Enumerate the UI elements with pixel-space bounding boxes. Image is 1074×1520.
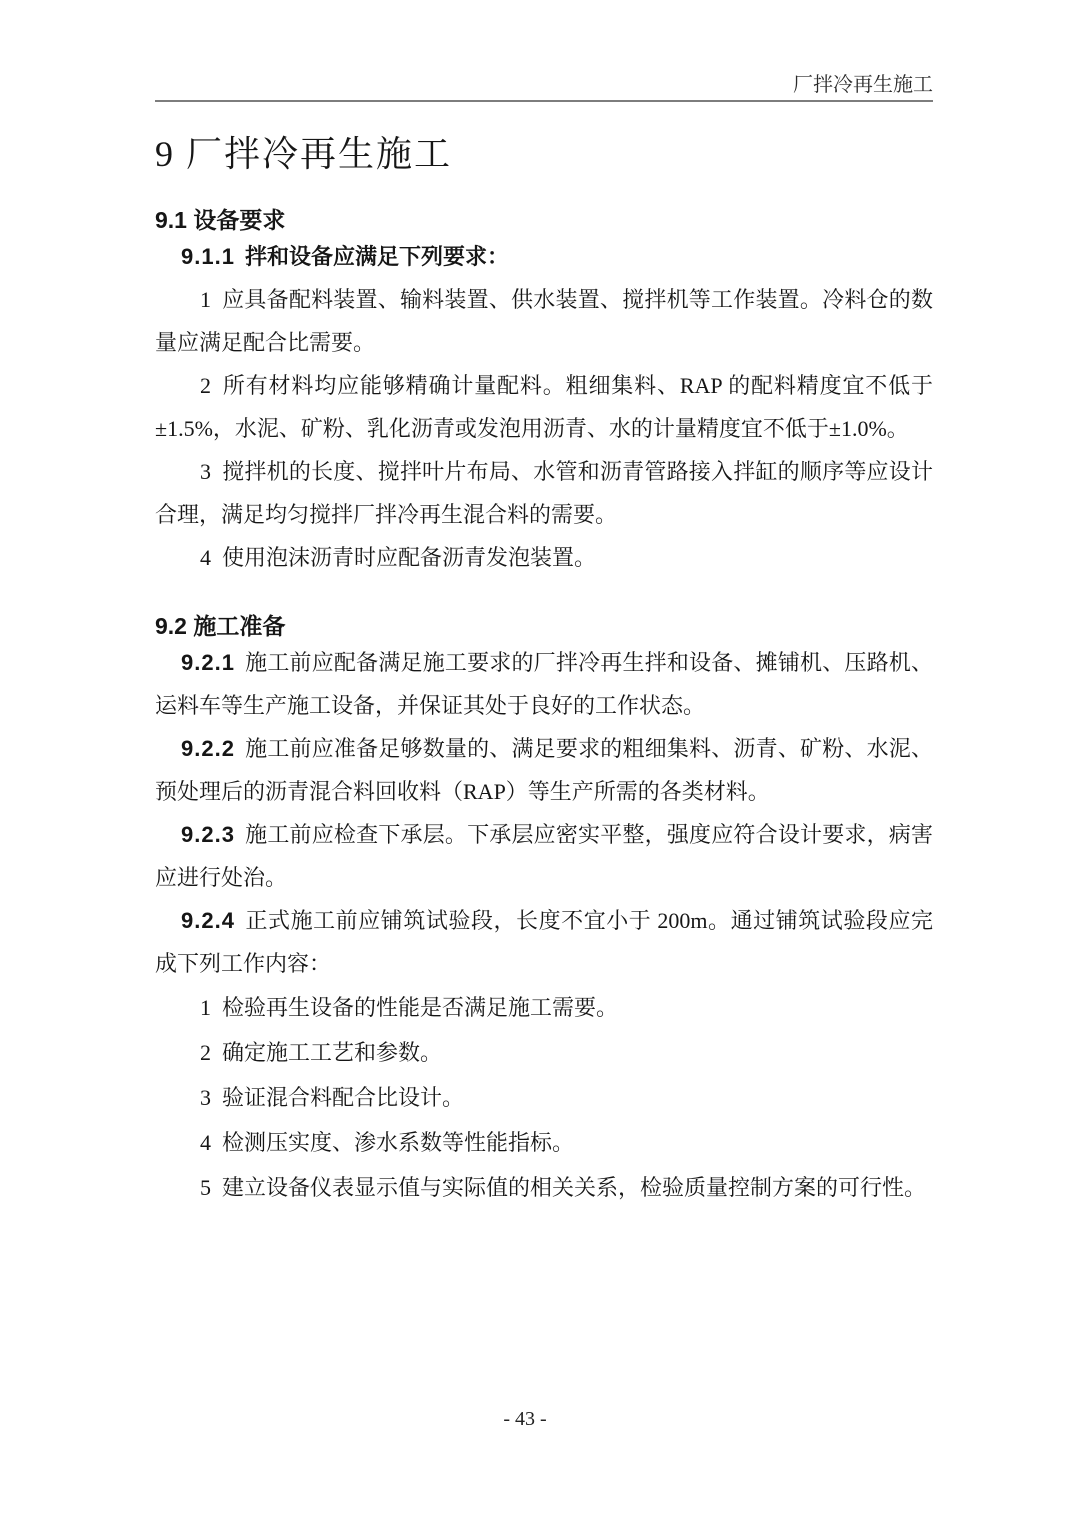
item-number: 2 xyxy=(200,1040,211,1065)
list-item-2 xyxy=(155,364,933,450)
item-number: 1 xyxy=(200,287,211,312)
item-text: 所有材料均应能够精确计量配料。粗细集料、RAP 的配料精度宜不低于±1.5%，水泥、矿粉、乳化沥青或发泡用沥青、水的计量精度宜不低于±1.0%。 xyxy=(155,373,933,441)
item-number: 4 xyxy=(200,545,211,570)
section-heading-9-2: 9.2 施工准备 xyxy=(155,613,286,639)
list-item-3 xyxy=(155,450,933,536)
clause-number: 9.2.4 xyxy=(181,908,235,933)
list-item-1 xyxy=(155,985,933,1030)
list-item-2 xyxy=(155,1030,933,1075)
clause-number: 9.2.1 xyxy=(181,650,235,675)
item-text: 检测压实度、渗水系数等性能指标。 xyxy=(222,1130,575,1155)
clause-text: 施工前应检查下承层。下承层应密实平整，强度应符合设计要求，病害应进行处治。 xyxy=(155,822,933,890)
list-item-4 xyxy=(155,536,933,579)
header-rule xyxy=(155,100,933,102)
item-text: 验证混合料配合比设计。 xyxy=(222,1085,465,1110)
clause-9-2-3 xyxy=(155,813,933,899)
clause-text: 施工前应准备足够数量的、满足要求的粗细集料、沥青、矿粉、水泥、预处理后的沥青混合料回收料（RAP）等生产所需的各类材料。 xyxy=(155,736,933,804)
clause-9-2-4 xyxy=(155,899,933,985)
list-item-4 xyxy=(155,1120,933,1165)
item-number: 3 xyxy=(200,459,211,484)
list-item-1 xyxy=(155,278,933,364)
clause-text: 正式施工前应铺筑试验段，长度不宜小于 200m。通过铺筑试验段应完成下列工作内容： xyxy=(155,908,933,976)
clause-9-2-2 xyxy=(155,727,933,813)
clause-9-1-1 xyxy=(155,235,933,278)
clause-number: 9.2.2 xyxy=(181,736,235,761)
list-item-3 xyxy=(155,1075,933,1120)
running-header-title: 厂拌冷再生施工 xyxy=(793,74,933,96)
list-item-5 xyxy=(155,1165,933,1210)
item-number: 5 xyxy=(200,1175,211,1200)
clause-text: 拌和设备应满足下列要求： xyxy=(244,244,509,269)
item-number: 4 xyxy=(200,1130,211,1155)
clause-text: 施工前应配备满足施工要求的厂拌冷再生拌和设备、摊铺机、压路机、运料车等生产施工设备，并保证其处于良好的工作状态。 xyxy=(155,650,933,718)
page-content xyxy=(155,0,933,1210)
item-text: 确定施工工艺和参数。 xyxy=(222,1040,443,1065)
item-text: 搅拌机的长度、搅拌叶片布局、水管和沥青管路接入拌缸的顺序等应设计合理，满足均匀搅拌厂拌冷再生混合料的需要。 xyxy=(155,459,933,527)
item-text: 建立设备仪表显示值与实际值的相关关系，检验质量控制方案的可行性。 xyxy=(222,1175,927,1200)
chapter-title: 9 厂拌冷再生施工 xyxy=(155,134,453,174)
item-text: 应具备配料装置、输料装置、供水装置、搅拌机等工作装置。冷料仓的数量应满足配合比需要。 xyxy=(155,287,933,355)
clause-9-2-1 xyxy=(155,641,933,727)
item-number: 2 xyxy=(200,373,211,398)
item-text: 检验再生设备的性能是否满足施工需要。 xyxy=(222,995,619,1020)
running-header xyxy=(155,72,933,98)
clause-number: 9.2.3 xyxy=(181,822,235,847)
item-text: 使用泡沫沥青时应配备沥青发泡装置。 xyxy=(222,545,597,570)
page-number: - 43 - xyxy=(503,1408,547,1430)
section-heading-9-1: 9.1 设备要求 xyxy=(155,207,286,233)
item-number: 3 xyxy=(200,1085,211,1110)
item-number: 1 xyxy=(200,995,211,1020)
clause-number: 9.1.1 xyxy=(181,244,235,269)
